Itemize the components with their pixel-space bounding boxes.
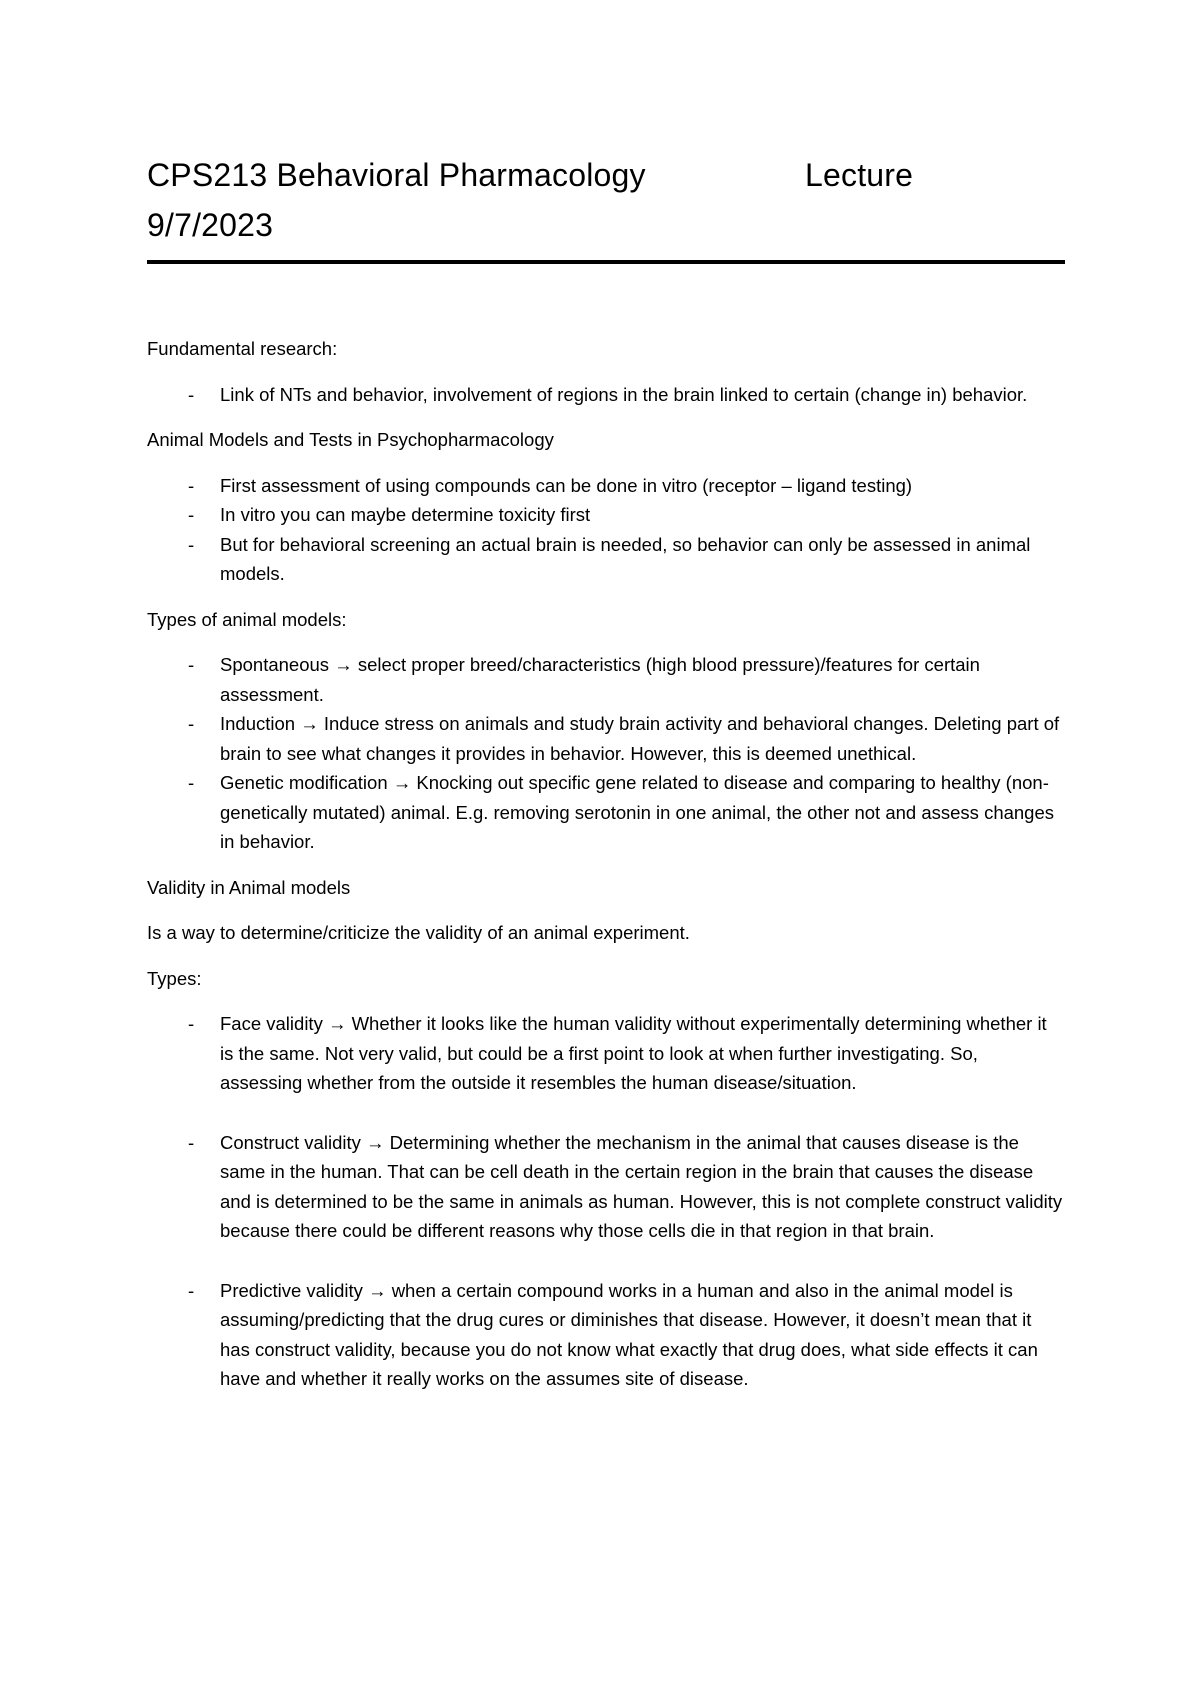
header-rule — [147, 260, 1065, 264]
list-item: - Induction → Induce stress on animals and study brain activity and behavioral changes. Deleting part of brain to see what changes it provides in behavior. However, this is deemed unethical. — [147, 709, 1063, 768]
list-item: - First assessment of using compounds can be done in vitro (receptor – ligand testing) — [147, 471, 1063, 501]
list-item: - Link of NTs and behavior, involvement of regions in the brain linked to certain (change in) behavior. — [147, 380, 1063, 410]
lecture-date: 9/7/2023 — [147, 207, 274, 243]
list-item: - Spontaneous → select proper breed/characteristics (high blood pressure)/features for certain assessment. — [147, 650, 1063, 709]
list-types-models — [147, 650, 1063, 857]
list-item: - Construct validity → Determining whether the mechanism in the animal that causes disease is the same in the human. That can be cell death in the certain region in the brain that causes the disease and is determined to be the same in animals as human. However, this is not complete construct validity because there could be different reasons why those cells die in that region in that brain. — [147, 1128, 1063, 1246]
document-page — [147, 150, 1063, 1410]
list-item: - But for behavioral screening an actual brain is needed, so behavior can only be assessed in animal models. — [147, 530, 1063, 589]
lecture-label: Lecture — [805, 157, 914, 193]
section-heading-validity: Validity in Animal models — [147, 876, 351, 898]
section-heading-fundamental: Fundamental research: — [147, 338, 338, 359]
validity-intro: Is a way to determine/criticize the validity of an animal experiment. — [147, 922, 690, 943]
list-item: - In vitro you can maybe determine toxicity first — [147, 500, 1063, 530]
course-title: CPS213 Behavioral Pharmacology — [147, 157, 646, 193]
list-item: - Face validity → Whether it looks like the human validity without experimentally determining whether it is the same. Not very valid, but could be a first point to look at when further investigating. So, assessing whether from the outside it resembles the human disease/situation. — [147, 1009, 1063, 1098]
validity-types-label: Types: — [147, 967, 202, 989]
section-heading-types-models: Types of animal models: — [147, 608, 347, 630]
document-body — [147, 334, 1063, 1394]
list-item: - Genetic modification → Knocking out specific gene related to disease and comparing to healthy (non-genetically mutated) animal. E.g. removing serotonin in one animal, the other not and assess changes in behavior. — [147, 768, 1063, 857]
list-models-tests — [147, 471, 1063, 589]
section-heading-models-tests: Animal Models and Tests in Psychopharmacology — [147, 429, 554, 450]
list-validity-types — [147, 1009, 1063, 1394]
document-header — [147, 150, 1063, 250]
list-fundamental — [147, 380, 1063, 410]
list-item: - Predictive validity → when a certain compound works in a human and also in the animal model is assuming/predicting that the drug cures or diminishes that disease. However, it doesn’t mean that it has construct validity, because you do not know what exactly that drug does, what side effects it can have and whether it really works on the assumes site of disease. — [147, 1276, 1063, 1394]
